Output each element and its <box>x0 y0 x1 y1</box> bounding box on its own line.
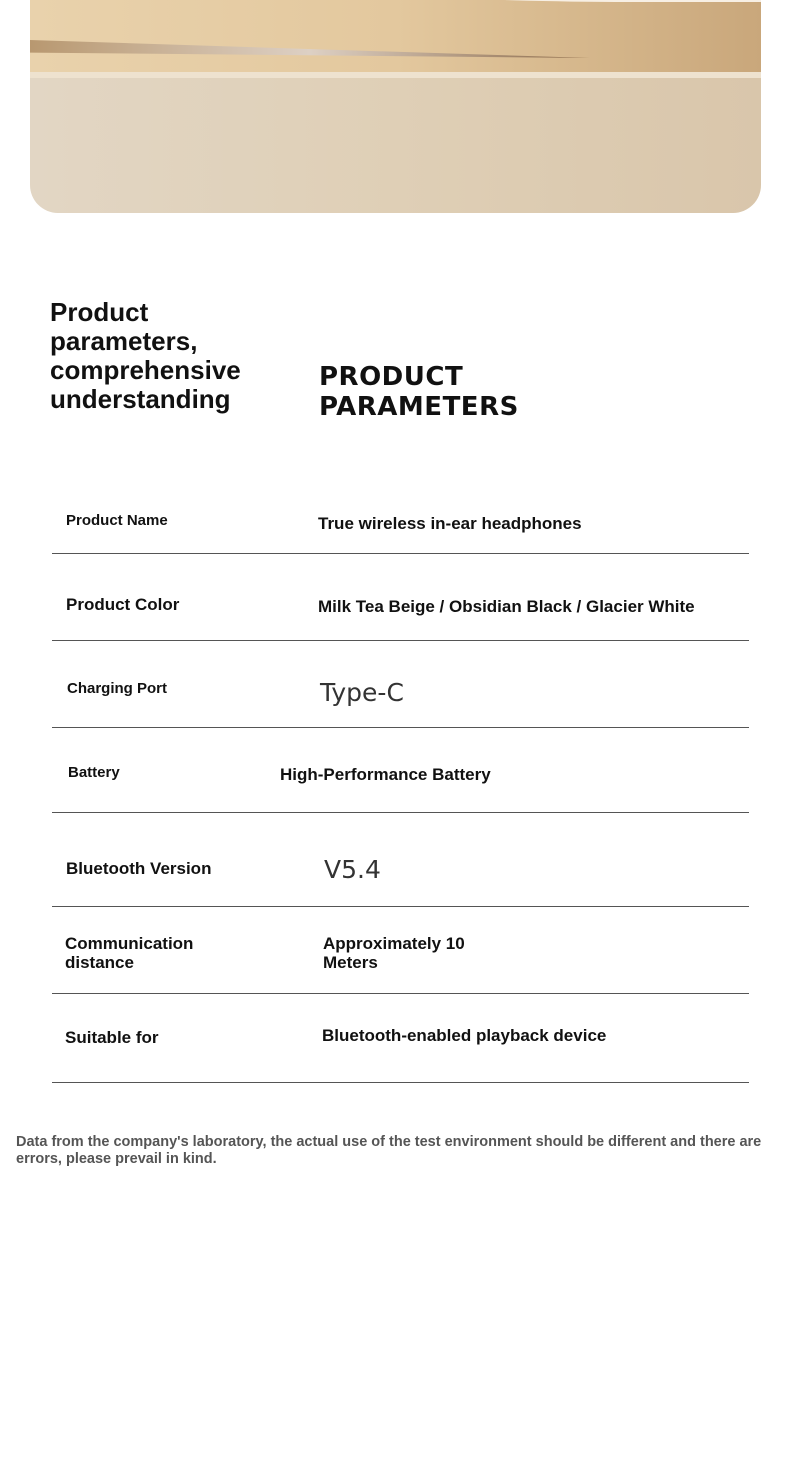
section-title-line1: PRODUCT <box>319 362 464 392</box>
section-heading: Product parameters, comprehensive understanding <box>50 297 241 414</box>
param-value-product-name: True wireless in-ear headphones <box>318 514 582 533</box>
param-value-product-color: Milk Tea Beige / Obsidian Black / Glacier White <box>318 597 695 616</box>
section-title <box>319 362 519 422</box>
param-value-charging-port: Type-C <box>320 678 404 707</box>
param-label-product-color: Product Color <box>66 595 180 614</box>
param-label-battery: Battery <box>68 764 120 781</box>
hero-floor <box>30 72 761 78</box>
row-divider <box>52 727 749 728</box>
disclaimer-note: Data from the company's laboratory, the actual use of the test environment should be different and there are errors, please prevail in kind. <box>16 1134 762 1167</box>
param-label-bluetooth-version: Bluetooth Version <box>66 859 212 878</box>
row-divider <box>52 993 749 994</box>
param-label-charging-port: Charging Port <box>67 680 167 697</box>
row-divider <box>52 1082 749 1083</box>
param-value-battery: High-Performance Battery <box>280 765 491 784</box>
param-value-bluetooth-version: V5.4 <box>324 855 381 884</box>
row-divider <box>52 812 749 813</box>
row-divider <box>52 553 749 554</box>
product-hero-image <box>30 0 761 213</box>
row-divider <box>52 906 749 907</box>
hero-band <box>30 0 761 72</box>
param-label-communication-distance: Communication distance <box>65 934 194 972</box>
param-label-product-name: Product Name <box>66 512 168 529</box>
section-title-line2: PARAMETERS <box>319 392 519 422</box>
param-label-suitable-for: Suitable for <box>65 1028 159 1047</box>
row-divider <box>52 640 749 641</box>
param-value-suitable-for: Bluetooth-enabled playback device <box>322 1026 607 1045</box>
param-value-communication-distance: Approximately 10 Meters <box>323 934 465 972</box>
